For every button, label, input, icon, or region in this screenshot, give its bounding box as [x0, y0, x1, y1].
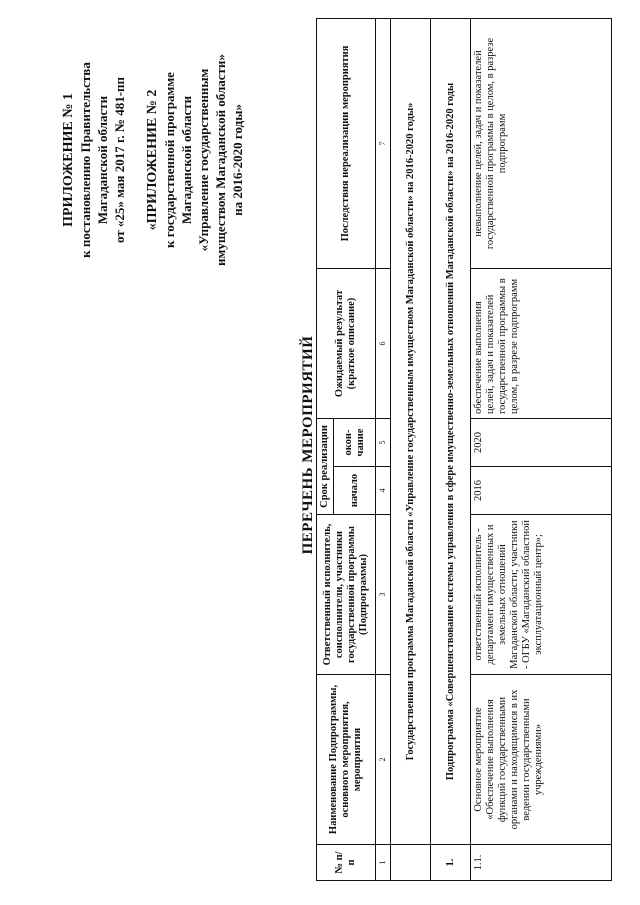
- column-number-row: [376, 19, 391, 881]
- subprogram-row: [431, 19, 471, 881]
- column-number: 1: [376, 845, 391, 881]
- appendix-2-title: «ПРИЛОЖЕНИЕ № 2: [145, 89, 160, 231]
- subprogram-num: 1.: [431, 845, 471, 881]
- appendix-1-block: [60, 35, 128, 285]
- row-executor: ответственный исполнитель - департамент имущественных и земельных отношений Магаданской области; участники - ОГБУ «Магаданский областной эксплуатационный центр»;: [471, 515, 612, 675]
- column-number: 4: [376, 467, 391, 515]
- appendix-2-line: Магаданской области: [179, 95, 194, 225]
- measures-table: [316, 18, 612, 881]
- program-row: [391, 19, 431, 881]
- appendix-2-line: «Управление государственным: [196, 68, 211, 252]
- column-number: 6: [376, 269, 391, 419]
- appendix-header: [60, 35, 262, 285]
- row-end: 2020: [471, 419, 612, 467]
- table-row: [471, 19, 612, 881]
- appendix-1-line: от «25» мая 2017 г. № 481-пп: [112, 76, 127, 244]
- appendix-2-line: на 2016-2020 годы»: [230, 104, 245, 216]
- appendix-1-line: к постановлению Правительства: [78, 62, 93, 258]
- program-num-cell: [391, 845, 431, 881]
- header-consequences: Последствия нереализации мероприятия: [317, 19, 376, 269]
- subprogram-title: Подпрограмма «Совершенствование системы управления в сфере имущественно-земельных отношений Магаданской области» на 2016-2020 годы: [431, 19, 471, 845]
- document-title: ПЕРЕЧЕНЬ МЕРОПРИЯТИЙ: [300, 335, 316, 555]
- appendix-2-line: имуществом Магаданской области»: [213, 54, 228, 266]
- header-num: № п/п: [317, 845, 376, 881]
- header-executor: Ответственный исполнитель, соисполнители, участники государственной программы (Подпрограммы): [317, 515, 376, 675]
- appendix-1-title: ПРИЛОЖЕНИЕ № 1: [61, 93, 76, 227]
- header-period: Срок реализации: [317, 419, 334, 515]
- row-num: 1.1.: [471, 845, 612, 881]
- appendix-1-line: Магаданской области: [95, 95, 110, 225]
- row-consequences: невыполнение целей, задач и показателей государственной программы в целом, в разрезе подпрограмм: [471, 19, 612, 269]
- column-number: 3: [376, 515, 391, 675]
- column-number: 7: [376, 19, 391, 269]
- header-end: окон-чание: [334, 419, 376, 467]
- column-number: 2: [376, 675, 391, 845]
- appendix-2-line: к государственной программе: [162, 72, 177, 248]
- header-result: Ожидаемый результат (краткое описание): [317, 269, 376, 419]
- appendix-2-block: [144, 35, 246, 285]
- row-name: Основное мероприятие «Обеспечение выполнения функций государственными органами и находящимися в их ведении государственными учреждениями»: [471, 675, 612, 845]
- header-name: Наименование Подпрограммы, основного мероприятия, мероприятия: [317, 675, 376, 845]
- row-result: обеспечение выполнения целей, задач и показателей государственной программы в целом, в разрезе подпрограмм: [471, 269, 612, 419]
- header-start: начало: [334, 467, 376, 515]
- row-start: 2016: [471, 467, 612, 515]
- column-number: 5: [376, 419, 391, 467]
- program-title: Государственная программа Магаданской области «Управление государственным имуществом Магаданской области» на 2016-2020 годы»: [391, 19, 431, 845]
